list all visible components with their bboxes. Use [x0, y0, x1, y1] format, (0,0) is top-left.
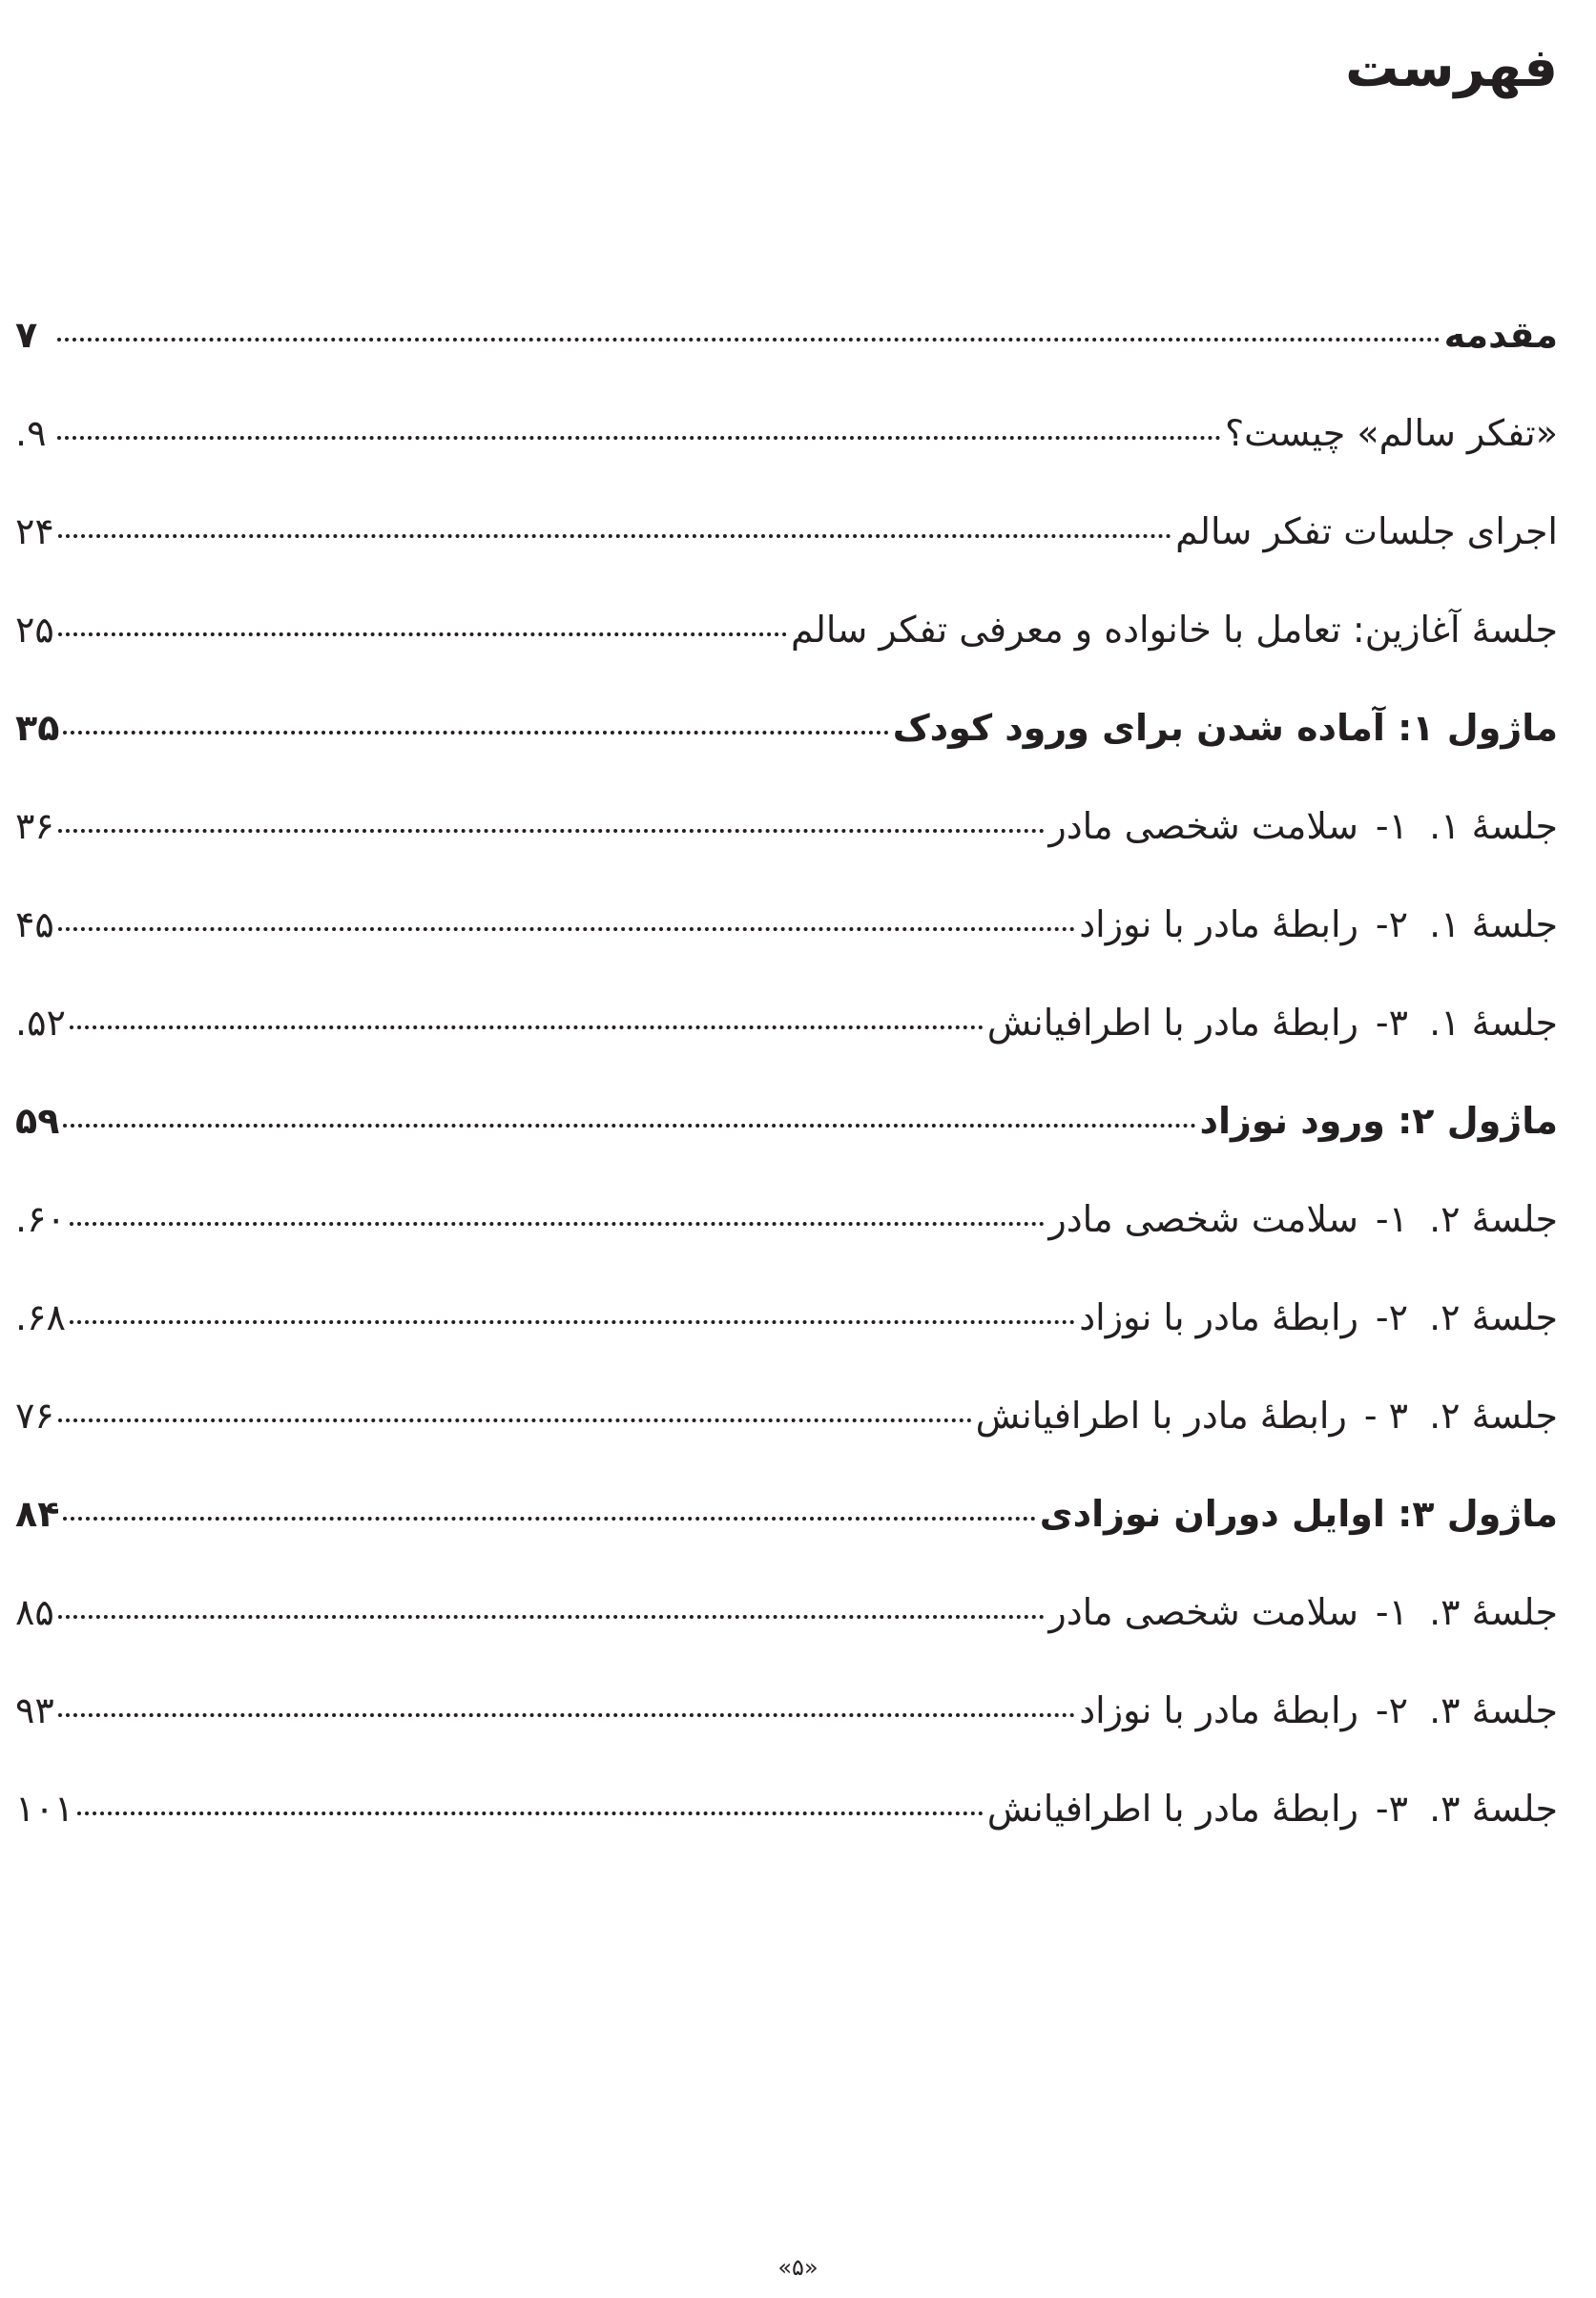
toc-entry-title: رابطۀ مادر با نوزاد	[1079, 903, 1358, 945]
toc-item-number: ۱-	[1375, 1198, 1409, 1240]
toc-page-number: ۷۶	[15, 1395, 54, 1437]
toc-page-number: ۸۴	[15, 1493, 60, 1535]
toc-entry-label	[893, 679, 1558, 777]
toc-entry[interactable]	[15, 1072, 1558, 1170]
toc-entry-label	[1175, 483, 1558, 581]
toc-page-number: ۳۶	[15, 805, 54, 847]
toc-entry[interactable]	[15, 1465, 1558, 1563]
toc-page-number: ۸۵	[15, 1591, 54, 1633]
page-number: «۵»	[777, 2254, 819, 2281]
toc-entry-label	[987, 1760, 1558, 1858]
toc-entry-label	[791, 581, 1558, 679]
toc-page-number: ۴۵	[15, 903, 54, 945]
toc-entry-title: رابطۀ مادر با اطرافیانش	[975, 1395, 1347, 1437]
toc-session-prefix: جلسۀ ۳.	[1429, 1591, 1558, 1633]
toc-entry-title: سلامت شخصی مادر	[1048, 1591, 1358, 1633]
toc-entry-title: رابطۀ مادر با نوزاد	[1079, 1296, 1358, 1338]
toc-item-number: ۲-	[1375, 1296, 1409, 1338]
dot-leader	[70, 1222, 1045, 1226]
toc-page-number: ۹۳	[15, 1689, 54, 1731]
toc-entry[interactable]	[15, 1170, 1558, 1269]
toc-entry-label	[1040, 1465, 1558, 1563]
toc-entry-label	[1079, 1662, 1558, 1760]
toc-entry-title: اجرای جلسات تفکر سالم	[1175, 510, 1558, 552]
dot-leader	[57, 436, 1221, 440]
dot-leader	[58, 829, 1046, 833]
page-title: فهرست	[1345, 37, 1558, 99]
dot-leader	[63, 1124, 1195, 1128]
toc-entry[interactable]	[15, 1662, 1558, 1760]
toc-session-prefix: جلسۀ ۲.	[1429, 1296, 1558, 1338]
toc-entry-title: رابطۀ مادر با نوزاد	[1079, 1689, 1358, 1731]
toc-entry-label	[1225, 384, 1558, 483]
dot-leader	[58, 927, 1075, 931]
toc-entry[interactable]	[15, 1760, 1558, 1858]
toc-item-number: ۳ -	[1363, 1395, 1409, 1437]
toc-entry[interactable]	[15, 1563, 1558, 1662]
toc-page-number: ۶۰.	[15, 1198, 66, 1240]
dot-leader	[58, 1615, 1046, 1619]
toc-session-prefix: جلسۀ ۲.	[1429, 1198, 1558, 1240]
toc-page-number: ۳۵	[15, 707, 60, 749]
toc-entry-label	[1048, 1170, 1558, 1269]
toc-entry-label	[1200, 1072, 1558, 1170]
toc-entry-label	[1048, 777, 1558, 876]
dot-leader	[63, 1517, 1035, 1521]
toc-item-number: ۳-	[1375, 1788, 1409, 1830]
toc-entry[interactable]	[15, 483, 1558, 581]
toc-entry-label	[987, 974, 1558, 1072]
toc-entry-label	[1444, 286, 1558, 384]
toc-entry-label	[1079, 1269, 1558, 1367]
toc-entry[interactable]	[15, 1269, 1558, 1367]
toc-page-number: ۲۵	[15, 609, 54, 651]
toc-session-prefix: جلسۀ ۲.	[1429, 1395, 1558, 1437]
dot-leader	[58, 1418, 972, 1422]
toc-entry[interactable]	[15, 286, 1558, 384]
toc-entry-title: رابطۀ مادر با اطرافیانش	[986, 1788, 1358, 1830]
toc-page-number: ۶۸.	[15, 1296, 66, 1338]
dot-leader	[58, 632, 787, 636]
toc-entry-title: سلامت شخصی مادر	[1048, 1198, 1358, 1240]
dot-leader	[57, 338, 1441, 342]
toc-entry-title: جلسۀ آغازین: تعامل با خانواده و معرفی تفکر سالم	[791, 609, 1558, 651]
dot-leader	[70, 1025, 984, 1029]
toc-entry-title: مقدمه	[1443, 314, 1558, 356]
toc-entry-label	[976, 1367, 1558, 1465]
toc-entry-title: «تفکر سالم» چیست؟	[1224, 412, 1558, 454]
toc-entry[interactable]	[15, 581, 1558, 679]
toc-page-number: ۵۲.	[15, 1002, 66, 1044]
dot-leader	[58, 534, 1171, 538]
table-of-contents	[15, 286, 1558, 1858]
dot-leader	[63, 731, 888, 735]
toc-entry-label	[1079, 876, 1558, 974]
toc-entry[interactable]	[15, 384, 1558, 483]
toc-session-prefix: جلسۀ ۳.	[1429, 1788, 1558, 1830]
toc-entry[interactable]	[15, 777, 1558, 876]
toc-item-number: ۳-	[1375, 1002, 1409, 1044]
dot-leader	[77, 1811, 984, 1815]
toc-page-number: ۹.	[15, 412, 47, 454]
toc-entry-label	[1048, 1563, 1558, 1662]
toc-page-number: ۱۰۱	[15, 1788, 74, 1830]
dot-leader	[58, 1713, 1075, 1717]
toc-item-number: ۲-	[1375, 903, 1409, 945]
toc-page-number: ۵۹	[15, 1100, 60, 1142]
toc-entry[interactable]	[15, 974, 1558, 1072]
toc-session-prefix: جلسۀ ۳.	[1429, 1689, 1558, 1731]
toc-session-prefix: جلسۀ ۱.	[1429, 805, 1558, 847]
toc-entry-title: رابطۀ مادر با اطرافیانش	[986, 1002, 1358, 1044]
toc-item-number: ۲-	[1375, 1689, 1409, 1731]
toc-page-number: ۷	[15, 314, 38, 356]
toc-session-prefix: جلسۀ ۱.	[1429, 1002, 1558, 1044]
toc-entry[interactable]	[15, 1367, 1558, 1465]
toc-entry-title: ماژول ۲: ورود نوزاد	[1199, 1100, 1558, 1142]
toc-entry[interactable]	[15, 876, 1558, 974]
dot-leader	[70, 1320, 1075, 1324]
toc-item-number: ۱-	[1375, 1591, 1409, 1633]
toc-entry[interactable]	[15, 679, 1558, 777]
toc-entry-title: ماژول ۳: اوایل دوران نوزادی	[1039, 1493, 1558, 1535]
toc-entry-title: سلامت شخصی مادر	[1048, 805, 1358, 847]
toc-session-prefix: جلسۀ ۱.	[1429, 903, 1558, 945]
toc-page-number: ۲۴	[15, 510, 54, 552]
toc-item-number: ۱-	[1375, 805, 1409, 847]
toc-entry-title: ماژول ۱: آماده شدن برای ورود کودک	[892, 707, 1558, 749]
